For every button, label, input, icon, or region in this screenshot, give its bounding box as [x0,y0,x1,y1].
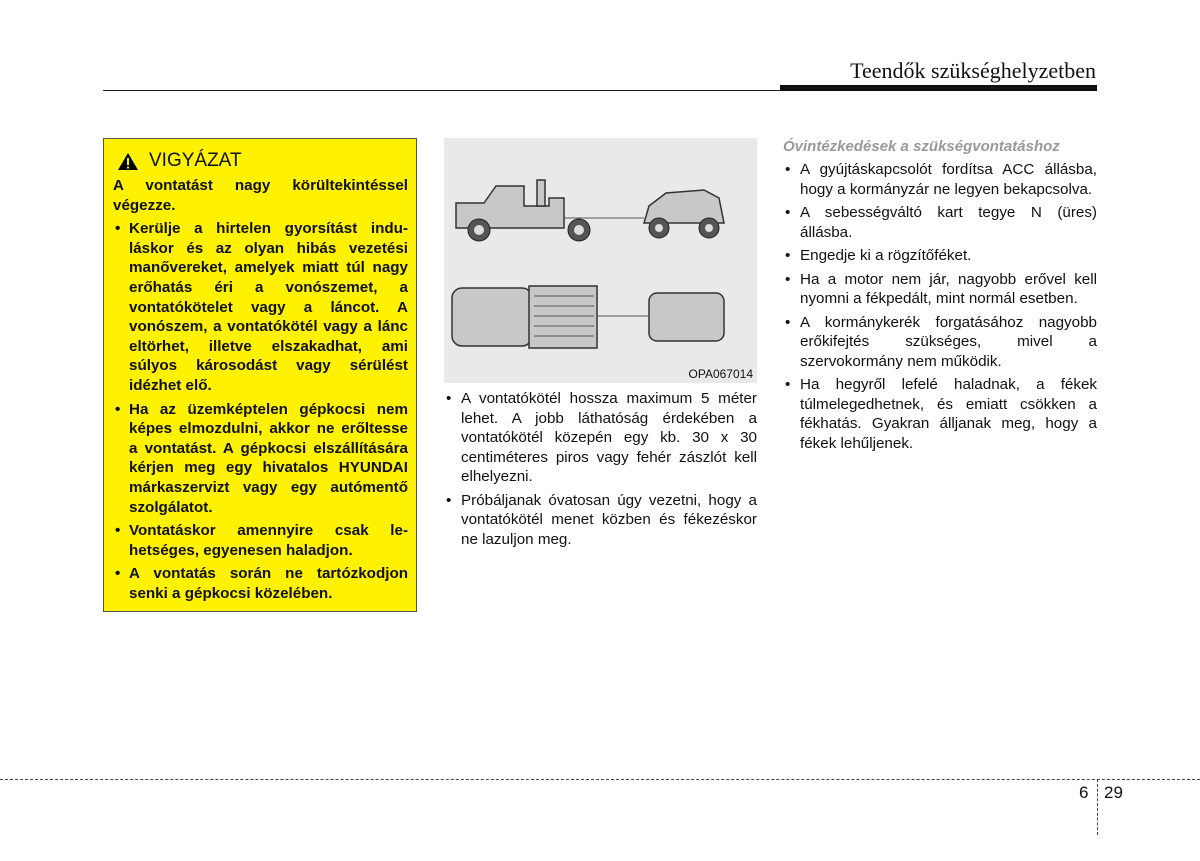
list-item: • A gyújtáskapcsolót fordítsa ACC állásba, hogy a kormányzár ne legyen bekapcsolva. [783,160,1097,199]
header-bar [780,85,1097,91]
right-column [783,137,1097,453]
list-item: • Vontatáskor amennyire csak lehetséges, egyenesen haladjon. [113,521,408,560]
footer-divider [1097,779,1098,835]
chapter-number: 6 [1079,783,1089,802]
warning-triangle-icon [117,152,139,171]
list-item: • Próbáljanak óvatosan úgy vezetni, hogy a vontatókötél menet közben és fékezéskor ne lazuljon meg. [444,491,757,550]
list-item: • A vontatókötél hossza maximum 5 méter lehet. A jobb láthatóság érdekében a vontatókötél közepén egy kb. 30 x 30 centiméteres piros vagy fehér zászlót kell elhelyezni. [444,389,757,487]
list-item: • Ha hegyről lefelé haladnak, a fékek túlmelegedhetnek, és emiatt csökken a fékhatás. Gyakran álljanak meg, hogy a fékek lehűljenek. [783,375,1097,453]
list-item: • A kormánykerék forgatásához nagyobb erőkifejtés szükséges, mivel a szervokormány nem működik. [783,313,1097,372]
towing-illustration [444,138,757,383]
list-item: • Ha az üzemképtelen gépkocsi nem képes elmozdulni, akkor ne erőltesse a vontatást. A gépkocsi elszállítására kérjen meg egy hivatalos HYUNDAI márkaszervizt vagy egy autómentő szolgálatot. [113,400,408,518]
warning-heading [117,149,408,173]
list-item: • A sebességváltó kart tegye N (üres) állásba. [783,203,1097,242]
warning-title: VIGYÁZAT [149,150,242,171]
page-header-title: Teendők szükséghelyzetben [850,58,1096,83]
warning-list [113,219,408,603]
footer-rule [0,779,1200,780]
tow-truck-illustration [444,138,757,383]
list-item: • Ha a motor nem jár, nagyobb erővel kell nyomni a fékpedált, mint normál esetben. [783,270,1097,309]
section-heading: Óvintézkedések a szükségvontatáshoz [783,138,1060,155]
list-item: • A vontatás során ne tartózkodjon senki a gépkocsi közelében. [113,564,408,603]
figure-code: OPA067014 [688,367,753,381]
middle-column [444,385,757,549]
list-item: • Engedje ki a rögzítőféket. [783,246,1097,266]
warning-intro: A vontatást nagy körültekintéssel végezze. [113,177,408,214]
list-item: • Kerülje a hirtelen gyorsítást induláskor és az olyan hibás vezetési manővereket, amelyek miatt túl nagy erőhatás éri a vonószemet, a vontatókötelet vagy a láncot. A vonószem, a vontatókötél vagy a lánc eltörhet, illetve elszakadhat, ami súlyos károsodást vagy sérülést idézhet elő. [113,219,408,395]
warning-box [103,138,417,612]
page-number: 29 [1104,783,1123,802]
